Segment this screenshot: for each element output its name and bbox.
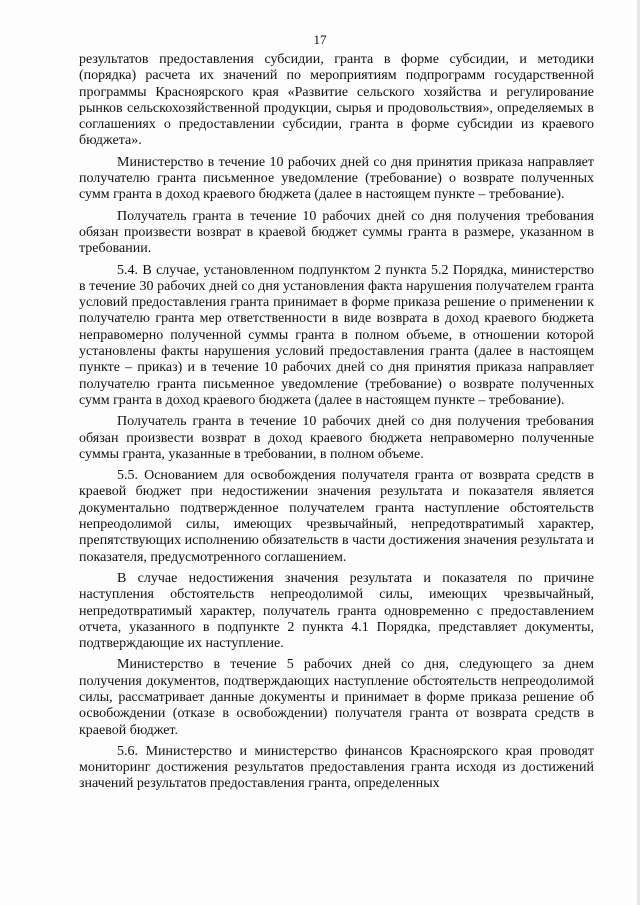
paragraph-subsidy-results: результатов предоставления субсидии, гранта в форме субсидии, и методики (порядка) расчета их значений по мероприятиям подпрограмм государственной программы Красноярского края «Развитие сельского хозяйства и регулирование рынков сельскохозяйственной продукции, сырья и продовольствия», определяемых в соглашениях о предоставлении субсидии, гранта в форме субсидии из краевого бюджета». [79,52,594,149]
paragraph-section-5-4: 5.4. В случае, установленном подпунктом 2 пункта 5.2 Порядка, министерство в течение 30 рабочих дней со дня установления факта нарушения получателем гранта условий предоставления гранта принимает в форме приказа решение о применении к получателю гранта мер ответственности в виде возврата в доход краевого бюджета неправомерно полученной суммы гранта в полном объеме, в отношении которой установлены факты нарушения условий предоставления гранта (далее в настоящем пункте – приказ) и в течение 10 рабочих дней со дня принятия приказа направляет получателю гранта письменное уведомление (требование) о возврате полученных сумм гранта в доход краевого бюджета (далее в настоящем пункте – требование). [79,262,594,408]
page-number: 17 [313,32,327,47]
document-body [79,52,594,793]
paragraph-ministry-review: Министерство в течение 5 рабочих дней со дня, следующего за днем получения документов, подтверждающих наступление обстоятельств непреодолимой силы, рассматривает данные документы и принимает в форме приказа решение об освобождении (отказе в освобождении) получателя гранта от возврата средств в краевой бюджет. [79,657,594,738]
paragraph-force-majeure: В случае недостижения значения результата и показателя по причине наступления обстоятельств непреодолимой силы, имеющих чрезвычайный, непредотвратимый характер, получатель гранта одновременно с предоставлением отчета, указанного в подпункте 2 пункта 4.1 Порядка, представляет документы, подтверждающие их наступление. [79,570,594,652]
paragraph-section-5-5: 5.5. Основанием для освобождения получателя гранта от возврата средств в краевой бюджет при недостижении значения результата и показателя является документально подтвержденное получателем гранта наступление обстоятельств непреодолимой силы, имеющих чрезвычайный, непредотвратимый характер, препятствующих исполнению обязательств в части достижения значения результата и показателя, предусмотренного соглашением. [79,468,594,565]
paragraph-section-5-6: 5.6. Министерство и министерство финансов Красноярского края проводят мониторинг достижения результатов предоставления гранта исходя из достижений значений результатов предоставления гранта, определенных [79,743,594,792]
paragraph-grant-return: Получатель гранта в течение 10 рабочих дней со дня получения требования обязан произвести возврат в краевой бюджет суммы гранта в размере, указанном в требовании. [79,208,594,257]
paragraph-ministry-notice: Министерство в течение 10 рабочих дней со дня принятия приказа направляет получателю гранта письменное уведомление (требование) о возврате полученных сумм гранта в доход краевого бюджета (далее в настоящем пункте – требование). [79,154,594,203]
paragraph-grant-return-full: Получатель гранта в течение 10 рабочих дней со дня получения требования обязан произвести возврат в доход краевого бюджета неправомерно полученные суммы гранта, указанные в требовании, в полном объеме. [79,414,594,462]
